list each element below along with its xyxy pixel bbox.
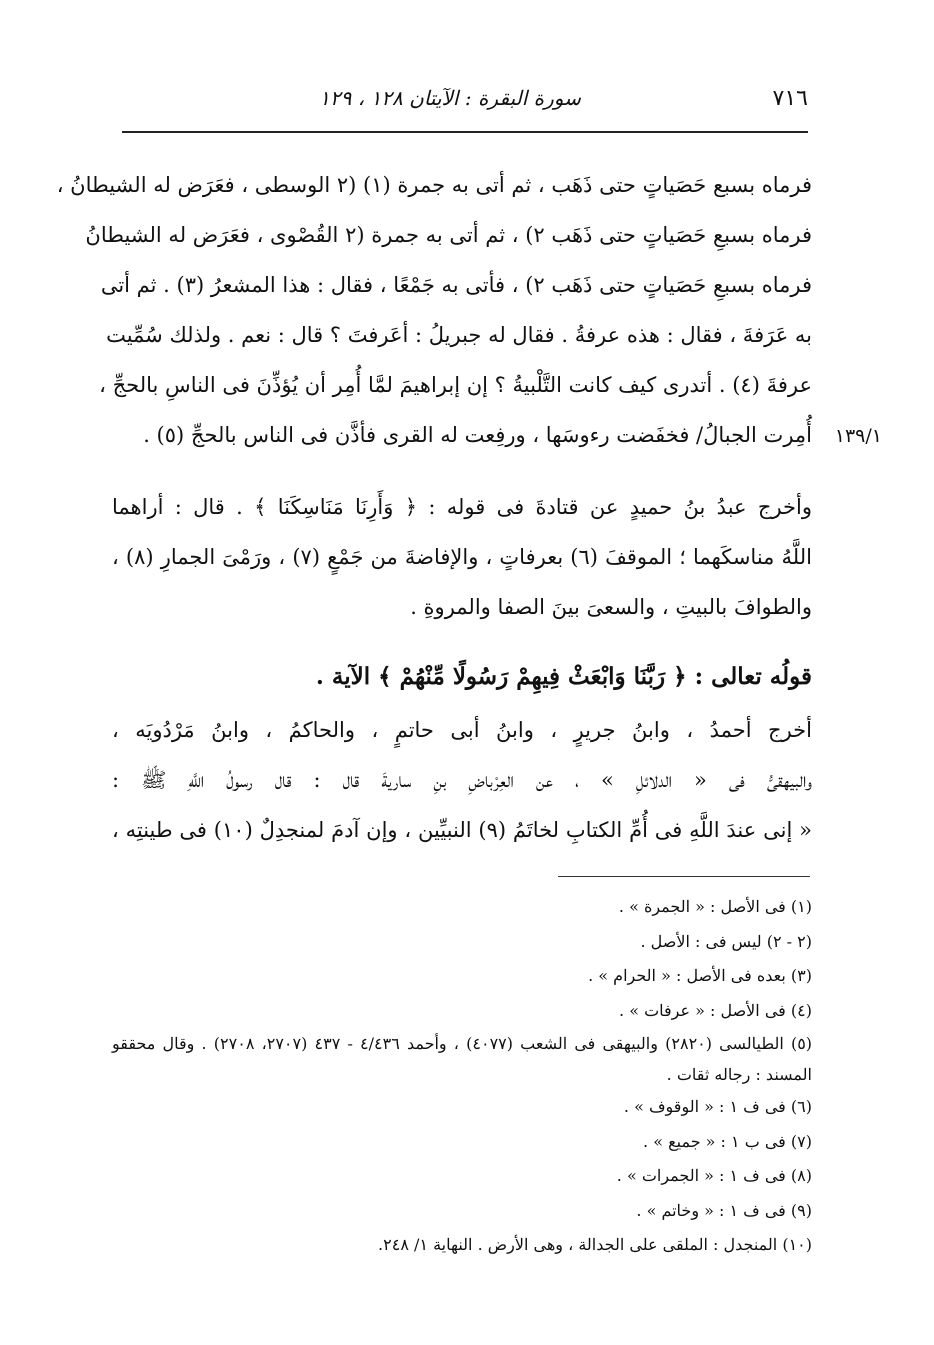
text-line: اللَّهُ مناسكَهما ؛ الموقفَ (٦) بعرفاتٍ ، والإفاضةَ من جَمْعٍ (٧) ، ورَمْىَ الجمارِ (٨) ، bbox=[112, 545, 812, 569]
paragraph-2 bbox=[112, 482, 812, 632]
page-number: ٧١٦ bbox=[772, 86, 808, 111]
footnote: (٤) فى الأصل : « عرفات » . bbox=[619, 1000, 812, 1020]
footnote: (١) فى الأصل : « الجمرة » . bbox=[618, 897, 812, 916]
section-heading: قولُه تعالى : ﴿ رَبَّنَا وَابْعَثْ فِيهِمْ رَسُولًا مِّنْهُمْ ﴾ الآية . bbox=[315, 663, 812, 690]
text-line: به عَرَفةَ ، فقال : هذه عرفةُ . فقال له جبريلُ : أعَرفتَ ؟ قال : نعم . ولذلك سُمِّيت bbox=[106, 323, 812, 347]
footnotes bbox=[112, 890, 812, 1263]
text-line: فرماه بسبع حَصَياتٍ حتى ذَهَب ، ثم أتى به جمرة (١) (٢ الوسطى ، فعَرَض له الشيطانُ ، bbox=[56, 173, 812, 197]
text-line: « إنى عندَ اللَّهِ فى أُمِّ الكتابِ لخاتَمُ (٩) النبيِّين ، وإن آدمَ لمنجدِلٌ (١٠) فى طينتِه ، bbox=[112, 818, 812, 842]
text-line: والبيهقىُّ فى « الدلائلِ » ، عن العِرْباضِ بنِ ساريةَ قال : قال رسولُ اللَّهِ ﷺ : bbox=[112, 768, 812, 792]
footnote: (٦) فى ف ١ : « الوقوف » . bbox=[623, 1097, 812, 1116]
footnote: (٣) بعده فى الأصل : « الحرام » . bbox=[588, 966, 812, 985]
text-line: عرفةَ (٤) . أتدرى كيف كانت التَّلْبيةُ ؟ إن إبراهيمَ لمَّا أُمِر أن يُؤذِّنَ فى الناسِ بالحجِّ ، bbox=[99, 373, 812, 397]
header-rule bbox=[122, 131, 808, 133]
paragraph-1 bbox=[56, 160, 812, 460]
text-line: أُمِرت الجبالُ/ فخفَضت رءوسَها ، ورفِعت له القرى فأذَّن فى الناس بالحجِّ (٥) . bbox=[143, 423, 812, 447]
footnote: (٩) فى ف ١ : « وخاتم » . bbox=[636, 1200, 812, 1220]
text-line: والطوافَ بالبيتِ ، والسعىَ بينَ الصفا والمروةِ . bbox=[410, 595, 812, 619]
footnote: (٨) فى ف ١ : « الجمرات » . bbox=[616, 1166, 812, 1185]
footnote: (٢ - ٢) ليس فى : الأصل . bbox=[640, 931, 812, 951]
running-header: سورة البقرة : الآيتان ١٢٨ ، ١٢٩ bbox=[319, 86, 581, 110]
footnote-rule bbox=[558, 876, 810, 877]
text-line: أخرج أحمدُ ، وابنُ جريرٍ ، وابنُ أبى حاتمٍ ، والحاكمُ ، وابنُ مَرْدُويَه ، bbox=[112, 718, 812, 742]
text-line: وأخرج عبدُ بنُ حميدٍ عن قتادةَ فى قوله : ﴿ وَأَرِنَا مَنَاسِكَنَا ﴾ . قال : أراهما bbox=[112, 495, 812, 519]
footnote: (١٠) المنجدل : الملقى على الجدالة ، وهى الأرض . النهاية ١/ ٢٤٨. bbox=[378, 1235, 812, 1254]
paragraph-3 bbox=[112, 705, 812, 855]
text-line: فرماه بسبعِ حَصَياتٍ حتى ذَهَب ٢) ، فأتى به جَمْعًا ، فقال : هذا المشعرُ (٣) . ثم أتى bbox=[100, 273, 812, 297]
margin-folio-note: ١٣٩/١ bbox=[834, 425, 882, 447]
footnote: (٥) الطيالسى (٢٨٢٠) والبيهقى فى الشعب (٤٠٧٧) ، وأحمد ٤/٤٣٦ - ٤٣٧ (٢٧٠٧، ٢٧٠٨) . وقال محققو المسند : رجاله ثقات . bbox=[112, 1034, 813, 1084]
text-line: فرماه بسبعِ حَصَياتٍ حتى ذَهَب ٢) ، ثم أتى به جمرة (٢ القُصْوى ، فعَرَض له الشيطانُ bbox=[85, 223, 812, 247]
footnote: (٧) فى ب ١ : « جميع » . bbox=[643, 1131, 812, 1151]
section-heading-block bbox=[112, 652, 812, 702]
